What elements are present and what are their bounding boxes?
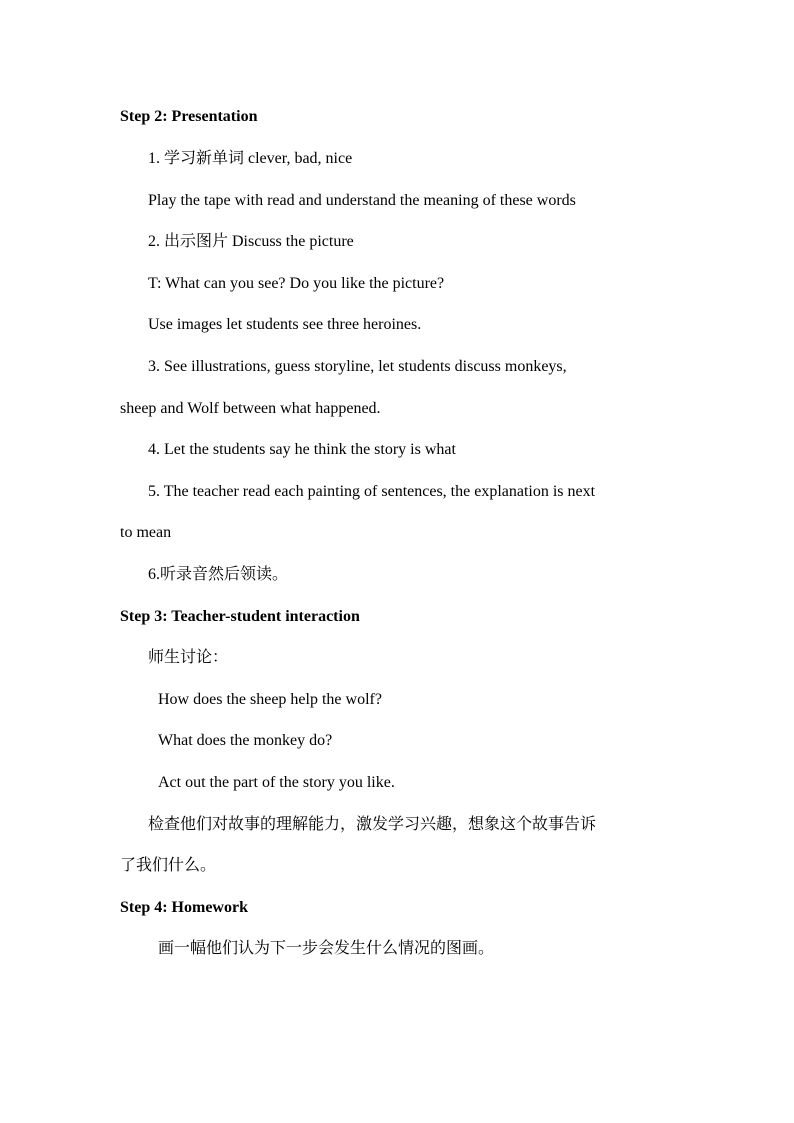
step2-item4: 4. Let the students say he think the story is what (148, 441, 456, 458)
step2-item2-dialog: T: What can you see? Do you like the picture? (148, 275, 445, 292)
step3-question: What does the monkey do? (158, 732, 333, 749)
step2-item2-note: Use images let students see three heroines. (148, 316, 422, 333)
step2-item5-line1: 5. The teacher read each painting of sentences, the explanation is next (148, 483, 596, 500)
step3-intro: 师生讨论： (148, 649, 229, 666)
step2-heading: Step 2: Presentation (120, 108, 258, 125)
step3-question: Act out the part of the story you like. (158, 774, 395, 791)
step2-item3-line1: 3. See illustrations, guess storyline, let students discuss monkeys, (148, 358, 567, 375)
step4-task: 画一幅他们认为下一步会发生什么情况的图画。 (158, 940, 495, 957)
step2-item1-detail: Play the tape with read and understand the meaning of these words (148, 192, 576, 209)
step3-summary-line1: 检查他们对故事的理解能力，激发学习兴趣，想象这个故事告诉 (148, 816, 597, 833)
step2-item1: 1. 学习新单词 clever, bad, nice (148, 150, 353, 167)
step3-summary-line2: 了我们什么。 (120, 857, 217, 874)
step2-item6: 6.听录音然后领读。 (148, 566, 289, 583)
step3-heading: Step 3: Teacher-student interaction (120, 608, 360, 625)
step4-heading: Step 4: Homework (120, 899, 248, 916)
step2-item3-line2: sheep and Wolf between what happened. (120, 400, 381, 417)
step2-item2: 2. 出示图片 Discuss the picture (148, 233, 354, 250)
step2-item5-line2: to mean (120, 524, 172, 541)
step3-question: How does the sheep help the wolf? (158, 691, 382, 708)
